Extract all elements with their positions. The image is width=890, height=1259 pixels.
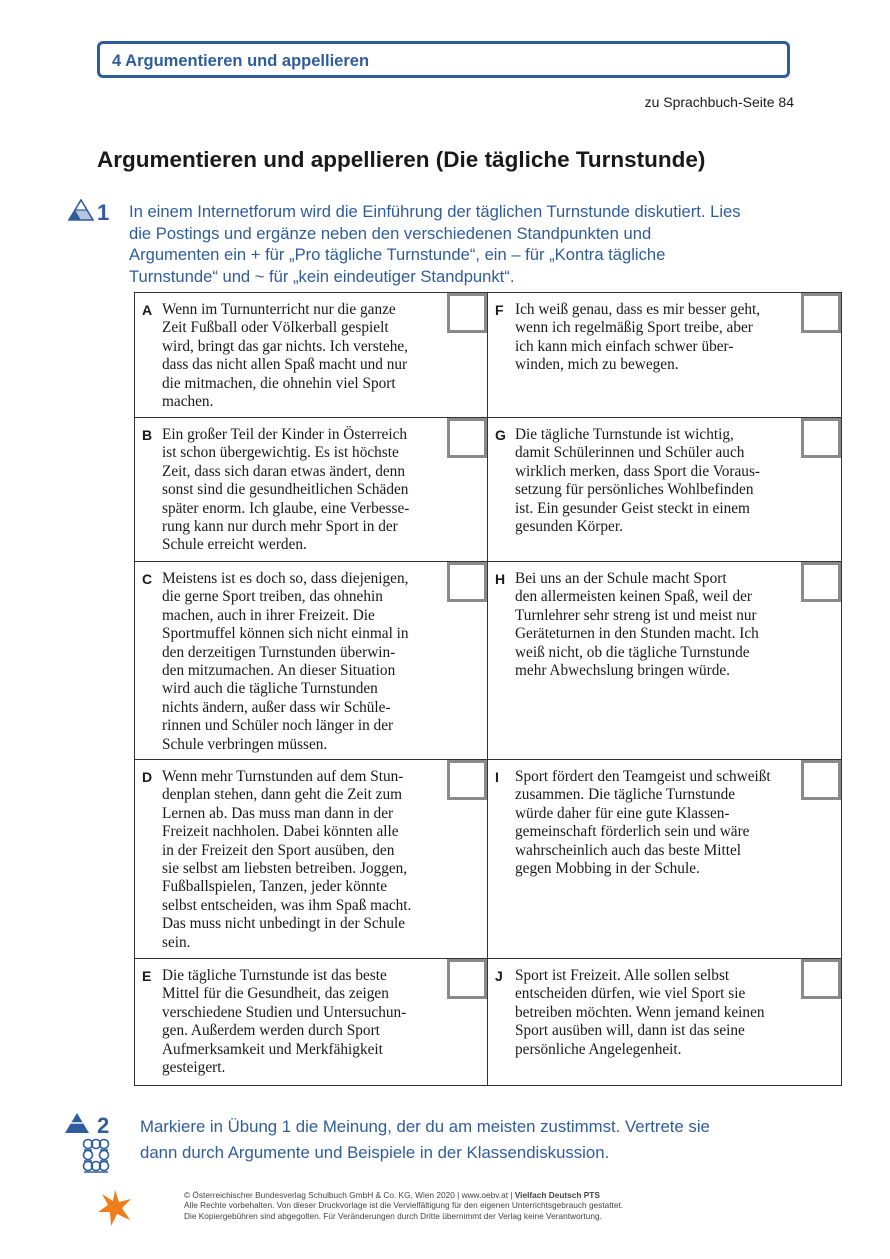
answer-box[interactable] — [447, 293, 487, 333]
task-1-number: 1 — [97, 200, 110, 225]
posting-text-line: Die tägliche Turnstunde ist wichtig, — [515, 426, 734, 443]
answer-box[interactable] — [447, 562, 487, 602]
posting-text-line: Fußballspielen, Tanzen, jeder könnte — [162, 878, 388, 896]
posting-text-line: machen. — [162, 393, 214, 411]
task-1-instruction: In einem Internetforum wird die Einführung der täglichen Turnstunde diskutiert. Lies die Postings und ergänze neben den verschiedenen Standpunkten und Argumenten ein + für „Pro tägliche Turnstunde“, ein – für „Kontra tägliche Turnstunde“ und ~ für „kein eindeutiger Standpunkt“. — [129, 202, 741, 286]
posting-text-line: setzung für persönliches Wohlbefinden — [515, 481, 754, 499]
posting-text-line: Mittel für die Gesundheit, das zeigen — [162, 985, 389, 1003]
posting-j — [488, 959, 841, 1059]
posting-text-line: gesunden Körper. — [515, 518, 623, 536]
posting-text-line: Sport fördert den Teamgeist und schweißt — [515, 768, 771, 785]
posting-text-line: den allermeisten keinen Spaß, weil der — [515, 588, 753, 606]
posting-cell — [488, 293, 842, 418]
posting-text-line: ist. Ein gesunder Geist steckt in einem — [515, 499, 750, 517]
posting-text-line: betreiben möchten. Wenn jemand keinen — [515, 1003, 765, 1021]
posting-text — [162, 967, 435, 1077]
posting-text-line: Geräteturnen in den Stunden macht. Ich — [515, 625, 759, 643]
posting-text-line: wird auch die tägliche Turnstunden — [162, 680, 378, 698]
posting-f — [488, 293, 841, 375]
posting-text-line: weiß nicht, ob die tägliche Turnstunde — [515, 643, 750, 661]
task-2-number: 2 — [97, 1113, 110, 1138]
posting-text-line: persönliche Angelegenheit. — [515, 1040, 682, 1058]
posting-letter: F — [495, 302, 504, 318]
posting-text-line: zusammen. Die tägliche Turnstunde — [515, 786, 736, 804]
posting-b — [135, 418, 487, 555]
posting-text-line: sie selbst am liebsten betreiben. Joggen, — [162, 860, 408, 878]
posting-text-line: gen. Außerdem werden durch Sport — [162, 1022, 380, 1040]
posting-text-line: gemeinschaft förderlich sein und wäre — [515, 823, 750, 841]
posting-text-line: damit Schülerinnen und Schüler auch — [515, 444, 745, 462]
answer-box[interactable] — [447, 760, 487, 800]
posting-text-line: Wenn im Turnunterricht nur die ganze — [162, 301, 396, 318]
postings-table — [134, 292, 842, 1086]
posting-text-line: Freizeit nachholen. Dabei könnten alle — [162, 823, 399, 841]
posting-text-line: würde daher für eine gute Klassen- — [515, 804, 730, 822]
difficulty-pyramid-icon — [64, 1112, 90, 1134]
posting-text-line: selbst entscheiden, was ihm Spaß macht. — [162, 896, 412, 914]
posting-i — [488, 760, 841, 878]
difficulty-pyramid-icon — [68, 199, 94, 221]
posting-text-line: sonst sind die gesundheitlichen Schäden — [162, 481, 409, 499]
posting-text-line: Ein großer Teil der Kinder in Österreich — [162, 426, 408, 443]
posting-text — [515, 570, 789, 680]
answer-box[interactable] — [801, 959, 841, 999]
posting-text-line: den derzeitigen Turnstunden überwin- — [162, 643, 396, 661]
posting-text — [515, 967, 789, 1059]
posting-text-line: entscheiden dürfen, wie viel Sport sie — [515, 985, 746, 1003]
answer-box[interactable] — [447, 959, 487, 999]
posting-cell — [488, 418, 842, 562]
posting-letter: H — [495, 571, 506, 587]
posting-h — [488, 562, 841, 680]
posting-c — [135, 562, 487, 754]
posting-text-line: wenn ich regelmäßig Sport treibe, aber — [515, 319, 753, 337]
posting-text — [515, 301, 789, 375]
chapter-header — [97, 41, 790, 78]
posting-text-line: sein. — [162, 933, 191, 951]
posting-cell — [135, 959, 488, 1086]
posting-text-line: Zeit, dass sich daran etwas ändert, denn — [162, 462, 405, 480]
posting-text-line: Schule verbringen müssen. — [162, 735, 328, 753]
posting-text-line: dass das nicht allen Spaß macht und nur — [162, 356, 408, 374]
posting-text-line: winden, mich zu bewegen. — [515, 356, 679, 374]
posting-text-line: Meistens ist es doch so, dass diejenigen, — [162, 570, 409, 587]
posting-text-line: in der Freizeit den Sport ausüben, den — [162, 841, 395, 859]
page-reference: zu Sprachbuch-Seite 84 — [644, 94, 794, 110]
posting-text — [515, 768, 789, 878]
posting-text-line: wirklich merken, dass Sport die Voraus- — [515, 462, 760, 480]
posting-text-line: Das muss nicht unbedingt in der Schule — [162, 915, 406, 933]
posting-text-line: Sport ausüben will, dann ist das seine — [515, 1022, 745, 1040]
posting-text-line: Lernen ab. Das muss man dann in der — [162, 804, 394, 822]
posting-text-line: machen, auch in ihrer Freizeit. Die — [162, 606, 375, 624]
posting-text — [162, 570, 435, 754]
posting-d — [135, 760, 487, 952]
posting-text-line: ich kann mich einfach schwer über- — [515, 337, 734, 355]
posting-text-line: mehr Abwechslung bringen würde. — [515, 662, 730, 680]
posting-text-line: Wenn mehr Turnstunden auf dem Stun- — [162, 768, 404, 785]
answer-box[interactable] — [801, 760, 841, 800]
publisher-logo-icon — [96, 1188, 134, 1228]
answer-box[interactable] — [801, 293, 841, 333]
posting-cell — [135, 562, 488, 760]
posting-e — [135, 959, 487, 1077]
chapter-title: 4 Argumentieren und appellieren — [112, 52, 370, 70]
posting-cell — [488, 760, 842, 959]
posting-cell — [488, 959, 842, 1086]
posting-letter: B — [142, 427, 153, 443]
posting-text-line: Bei uns an der Schule macht Sport — [515, 570, 727, 587]
posting-text-line: Aufmerksamkeit und Merkfähigkeit — [162, 1040, 383, 1058]
posting-text-line: später enorm. Ich glaube, eine Verbesse- — [162, 499, 410, 517]
posting-cell — [135, 418, 488, 562]
footer-copyright: © Österreichischer Bundesverlag Schulbuch GmbH & Co. KG, Wien 2020 | www.oebv.at | Vielfach Deutsch PTS Alle Rechte vorbehalten. Von dieser Druckvorlage ist die Vervielfältigung für den eigenen Unterrichtsgebrauch gestattet. Die Kopiergebühren sind abgegolten. Für Veränderungen durch Dritte übernimmt der Verlag keine Verantwortung. — [184, 1190, 624, 1221]
posting-text-line: Sport ist Freizeit. Alle sollen selbst — [515, 967, 730, 984]
posting-text-line: die gerne Sport treiben, das ohnehin — [162, 588, 383, 606]
posting-text-line: rinnen und Schüler noch länger in der — [162, 717, 394, 735]
posting-text-line: wird, bringt das gar nichts. Ich verstehe, — [162, 337, 408, 355]
posting-cell — [135, 760, 488, 959]
posting-text-line: nichts ändern, außer dass wir Schüle- — [162, 698, 391, 716]
posting-letter: I — [495, 769, 499, 785]
posting-text-line: verschiedene Studien und Untersuchun- — [162, 1003, 407, 1021]
posting-letter: E — [142, 968, 152, 984]
posting-text-line: rung kann nur durch mehr Sport in der — [162, 518, 398, 536]
posting-text-line: den mitzumachen. An dieser Situation — [162, 662, 396, 680]
posting-text-line: Sportmuffel können sich nicht einmal in — [162, 625, 409, 643]
page-title: Argumentieren und appellieren (Die tägliche Turnstunde) — [97, 147, 706, 172]
posting-text-line: gesteigert. — [162, 1059, 226, 1077]
task-2-instruction: Markiere in Übung 1 die Meinung, der du am meisten zustimmst. Vertrete sie dann durch Argumente und Beispiele in der Klassendiskussion. — [140, 1117, 710, 1162]
answer-box[interactable] — [801, 562, 841, 602]
posting-letter: J — [495, 968, 503, 984]
answer-box[interactable] — [801, 418, 841, 458]
posting-text — [162, 768, 435, 952]
posting-letter: A — [142, 302, 153, 318]
group-work-icon — [80, 1138, 112, 1178]
posting-text-line: Die tägliche Turnstunde ist das beste — [162, 967, 387, 984]
posting-text-line: die mitmachen, die ohnehin viel Sport — [162, 374, 396, 392]
posting-text — [515, 426, 789, 536]
posting-text-line: Zeit Fußball oder Völkerball gespielt — [162, 319, 389, 337]
posting-text-line: gegen Mobbing in der Schule. — [515, 860, 700, 878]
posting-letter: G — [495, 427, 506, 443]
posting-text-line: wahrscheinlich auch das beste Mittel — [515, 841, 741, 859]
answer-box[interactable] — [447, 418, 487, 458]
posting-text-line: Schule erreicht werden. — [162, 536, 307, 554]
posting-text-line: Turnlehrer sehr streng ist und meist nur — [515, 606, 757, 624]
posting-letter: C — [142, 571, 153, 587]
posting-g — [488, 418, 841, 536]
posting-letter: D — [142, 769, 153, 785]
posting-text-line: Ich weiß genau, dass es mir besser geht, — [515, 301, 761, 318]
posting-text-line: denplan stehen, dann geht die Zeit zum — [162, 786, 402, 804]
posting-text — [162, 426, 435, 555]
posting-text-line: ist schon übergewichtig. Es ist höchste — [162, 444, 399, 462]
posting-cell — [488, 562, 842, 760]
posting-a — [135, 293, 487, 411]
posting-text — [162, 301, 435, 411]
posting-cell — [135, 293, 488, 418]
